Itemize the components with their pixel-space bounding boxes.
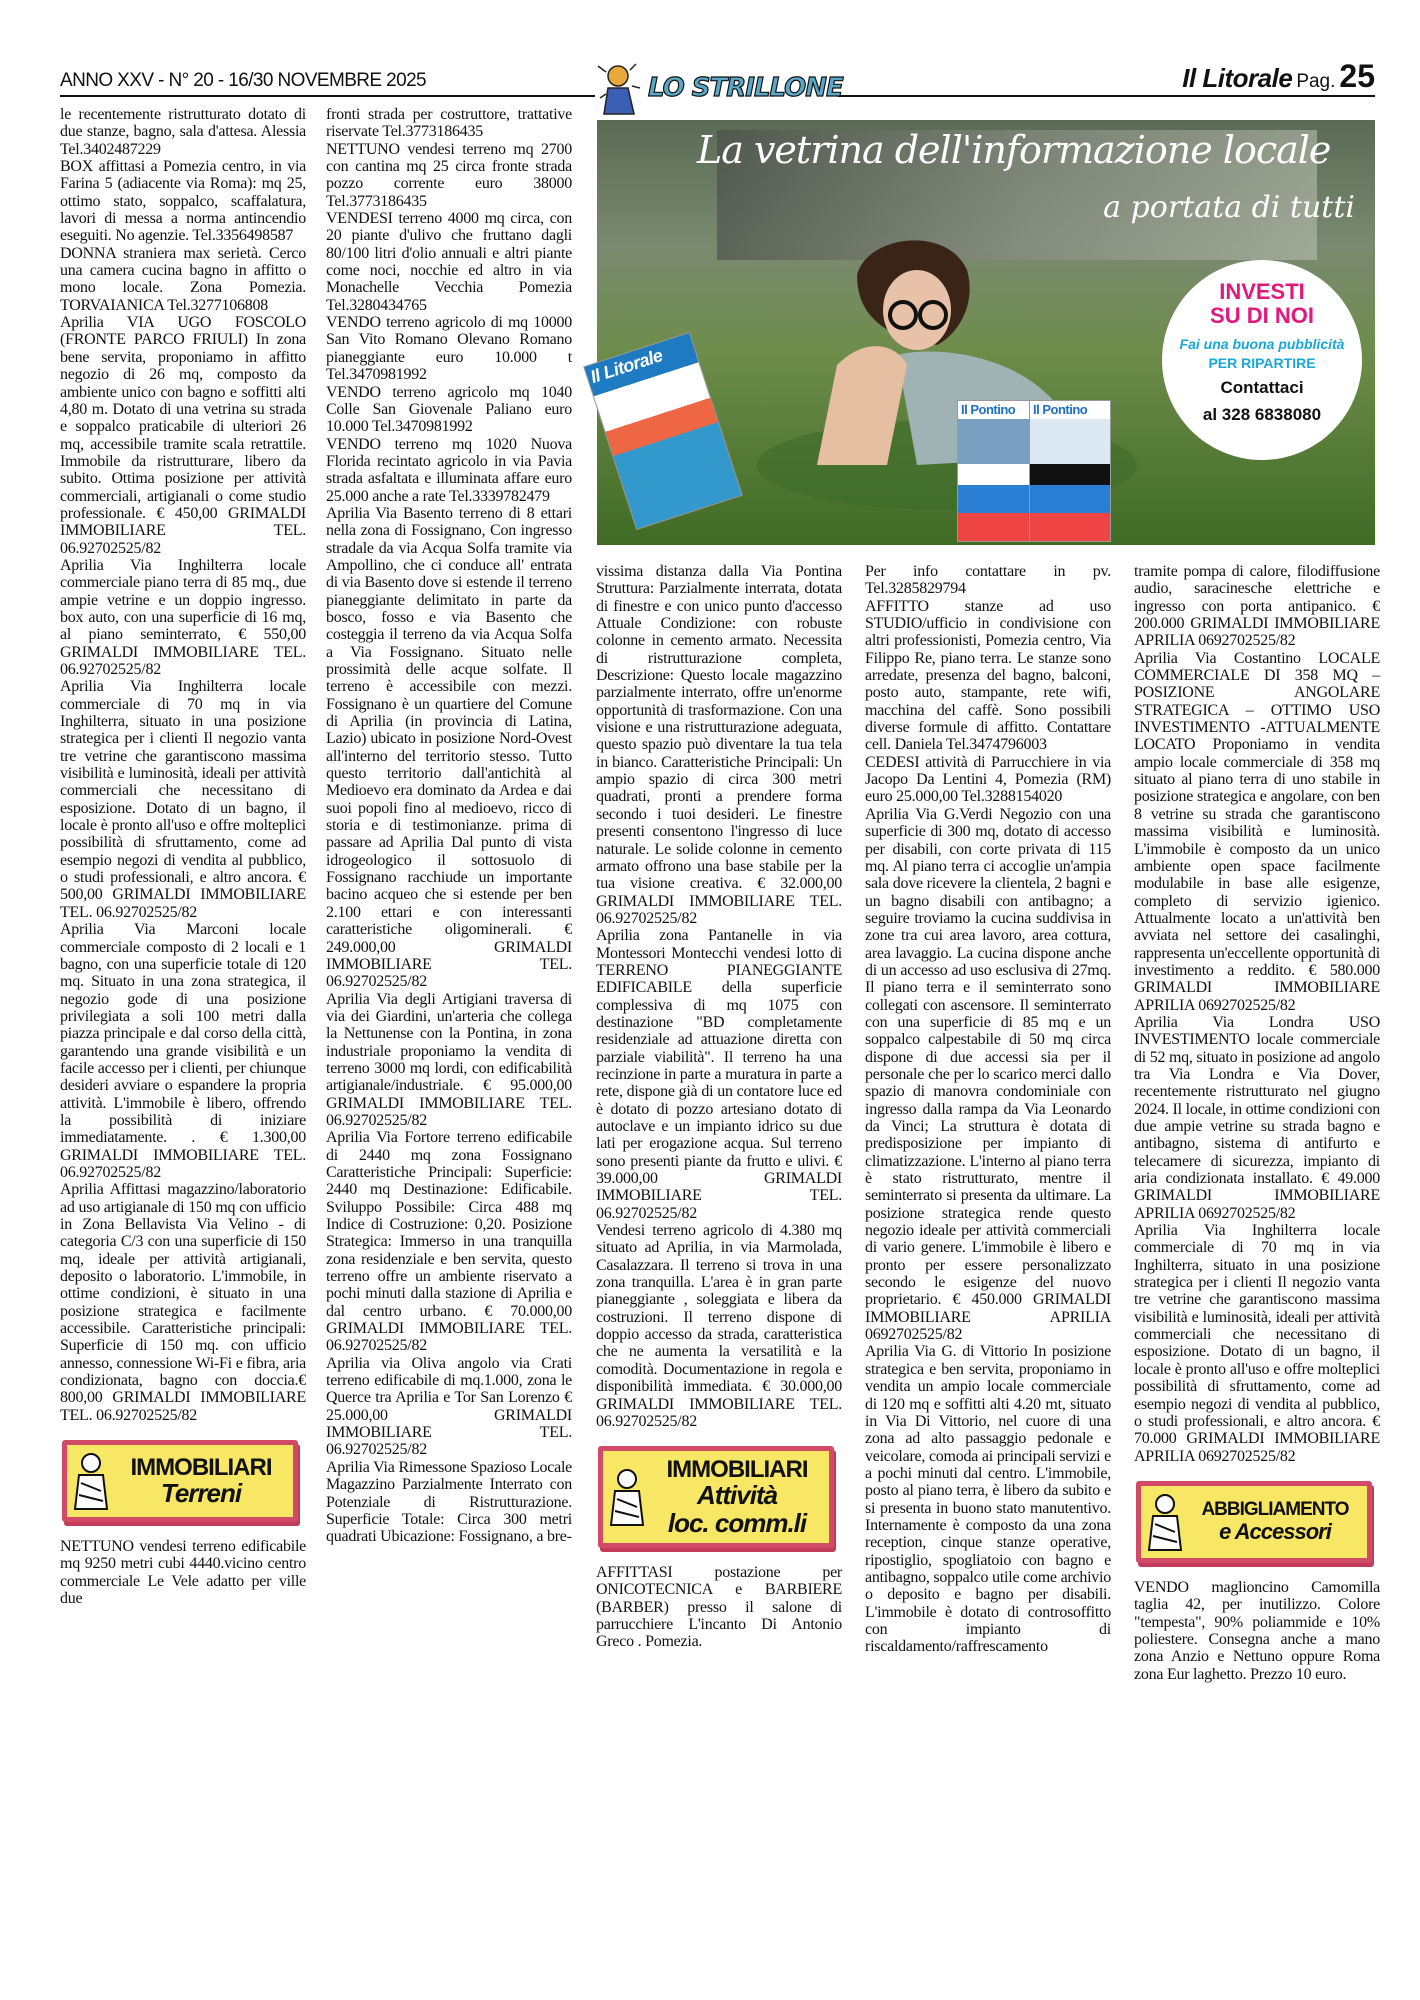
badge-title: SU DI NOI (1210, 303, 1314, 328)
newspaper-masthead: Il Pontino (958, 401, 1033, 419)
section-title: ABBIGLIAMENTO (1201, 1499, 1349, 1521)
classified-ad: VENDO maglioncino Camomilla taglia 42, per inutilizzo. Colore "tempesta", 90% poliammide e 10% poliestere. Consegna anche a mano zona Anzio e Nettuno oppure Roma zona Eur laghetto. Prezzo 10 euro. (1134, 1578, 1380, 1683)
ads-list (1134, 563, 1380, 1465)
section-subtitle: Terreni (160, 1478, 242, 1509)
column-4 (865, 563, 1111, 1946)
classified-ad: Aprilia Via Inghilterra locale commerciale di 70 mq in via Inghilterra, situato in una posizione strategica per i clienti Il negozio vanta tre vetrine che garantiscono massima visibilità e luminosità, ideali per attività commerciali che necessitano di esposizione. Dotato di un bagno, il locale è pronto all'uso e offre molteplici possibilità di sfruttamento, come ad esempio negozi di vendita al pubblico, o studi professionali, e altro ancora. € 70.000 GRIMALDI IMMOBILIARE APRILIA 0692702525/82 (1134, 1222, 1380, 1465)
ads-list (60, 106, 306, 1424)
classified-ad: Aprilia Via G.Verdi Negozio con una superficie di 300 mq, dotato di accesso per disabili, con corte privata di 115 mq. Al piano terra ci accoglie un'ampia sala dove ricevere la clientela, 2 bagni e un bagno disabili con antibagno; a seguire troviamo la cucina suddivisa in zone tra cui area lavoro, area cottura, area lavaggio. La cucina dispone anche di un accesso ad uso esclusiva di 27mq. Il piano terra e il seminterrato sono collegati con ascensore. Il seminterrato con una superficie di 85 mq e un soppalco calpestabile di 50 mq circa dispone di due accessi sia per il personale che per lo scarico merci dallo spazio di manovra condominiale con ingresso dalla rampa da Via Leonardo da Vinci; La struttura è dotata di predisposizione per impianto di climatizzazione. L'interno al piano terra è stato ristrutturato, mentre il seminterrato si presenta da ultimare. La posizione strategica rende questo negozio ideale per attività commerciali di vario genere. L'immobile è libero e pronto per essere personalizzato secondo le esigenze del nuovo proprietario. € 450.000 GRIMALDI IMMOBILIARE APRILIA 0692702525/82 (865, 805, 1111, 1344)
column-1 (60, 106, 306, 1946)
ads-list (60, 1538, 306, 1607)
column-2 (326, 106, 572, 1946)
classified-ad: Aprilia Via Inghilterra locale commerciale piano terra di 85 mq., due ampie vetrine e un doppio ingresso. box auto, con una superficie di 16 mq, al piano seminterrato, € 550,00 GRIMALDI IMMOBILIARE TEL. 06.92702525/82 (60, 556, 306, 678)
classified-ad: NETTUNO vendesi terreno edificabile mq 9250 metri cubi 4440.vicino centro commerciale Le Vele adatto per ville due (60, 1538, 306, 1608)
section-title: IMMOBILIARI (666, 1456, 808, 1484)
newsboy-icon (1145, 1492, 1187, 1552)
ads-list (596, 563, 842, 1430)
ads-list (596, 1564, 842, 1651)
section-subtitle: Attività (696, 1480, 778, 1511)
classified-ad: Vendesi terreno agricolo di 4.380 mq situato ad Aprilia, in via Marmolada, Casalazzara. Il terreno si trova in una zona tranquilla. L'area è in gran parte pianeggiante , soleggiata e libera da costruzioni. Il terreno dispone di doppio accesso da strada, caratteristica che ne aumenta la versatilità e la comodità. Documentazione in regola e disponibilità immediata. € 30.000,00 GRIMALDI IMMOBILIARE TEL. 06.92702525/82 (596, 1222, 842, 1430)
newsboy-icon (71, 1451, 113, 1511)
section-subtitle: loc. comm.li (667, 1507, 807, 1538)
classified-ad: le recentemente ristrutturato dotato di due stanze, bagno, sala d'attesa. Alessia Tel.3402487229 (60, 106, 306, 158)
classified-ad: fronti strada per costruttore, trattative riservate Tel.3773186435 (326, 106, 572, 141)
section-header-immobiliari-attivita (598, 1446, 834, 1548)
classified-ad: VENDO terreno agricolo di mq 10000 San Vito Romano Olevano Romano pianeggiante euro 10.000 t Tel.3470981992 (326, 314, 572, 384)
classified-ad: Aprilia Via degli Artigiani traversa di via dei Giardini, un'arteria che collega la Nettunense con la Pontina, in zona industriale proponiamo la vendita di terreno 3000 mq lordi, con edificabilità artigianale/industriale. € 95.000,00 GRIMALDI IMMOBILIARE TEL. 06.92702525/82 (326, 990, 572, 1129)
badge-contact: Contattaci (1220, 378, 1304, 397)
promo-subheadline: a portata di tutti (1103, 190, 1355, 225)
classified-ad: Aprilia Via Rimessone Spazioso Locale Magazzino Parzialmente Interrato con Potenziale di Ristrutturazione. Superficie Totale: Circa 300 metri quadrati Ubicazione: Fossignano, a bre- (326, 1458, 572, 1546)
lo-strillone-logo (596, 58, 843, 116)
classified-ad: Aprilia Via Costantino LOCALE COMMERCIALE DI 358 MQ – POSIZIONE ANGOLARE STRATEGICA – OTTIMO USO INVESTIMENTO -ATTUALMENTE LOCATO Proponiamo in vendita ampio locale commerciale di 358 mq situato al piano terra di uno stabile in posizione strategica e angolare, con ben 8 vetrine su strada che garantiscono massima visibilità e luminosità. L'immobile è composto da un unico ambiente open space facilmente modulabile in base alle esigenze, completo di servizio igienico. Attualmente locato a un'attività ben avviata nel settore dei casalinghi, rappresenta un'eccellente opportunità di investimento a reddito. € 580.000 GRIMALDI IMMOBILIARE APRILIA 0692702525/82 (1134, 649, 1380, 1014)
classified-ad: BOX affittasi a Pomezia centro, in via Farina 5 (adiacente via Roma): mq 25, ottimo stato, soppalco, scaffalatura, lavori di messa a norma antincendio eseguiti. No agenzie. Tel.3356498587 (60, 158, 306, 245)
classified-ad: vissima distanza dalla Via Pontina Struttura: Parzialmente interrata, dotata di finestre e con unico punto d'accesso Attuale Condizione: con robuste colonne in cemento armato. Necessita di ristrutturazione completa, Descrizione: Questo locale magazzino parzialmente interrato, offre un'enorme opportunità di trasformazione. Con una visione e una ristrutturazione adeguata, questo spazio può diventare la tua tela in bianco. Caratteristiche Principali: Un ampio spazio di circa 300 metri quadrati, pronti a prendere forma secondo i tuoi desideri. Le finestre presenti consentono l'ingresso di luce naturale. Le solide colonne in cemento armato offrono una base stabile per la tua visione creativa. € 32.000,00 GRIMALDI IMMOBILIARE TEL. 06.92702525/82 (596, 563, 842, 927)
brand-name: Il Litorale (1182, 63, 1293, 93)
classified-ad: VENDESI terreno 4000 mq circa, con 20 piante d'ulivo che fruttano dagli 80/100 litri d'olio annuali e altri piante come noci, nocchie ed altro in via Monachelle Vecchia Pomezia Tel.3280434765 (326, 210, 572, 314)
section-header-immobiliari-terreni (62, 1440, 298, 1522)
newspaper-masthead: Il Litorale (584, 333, 696, 390)
classified-ad: Aprilia Affittasi magazzino/laboratorio ad uso artigianale di 150 mq con ufficio in Zona Bellavista Via Velino - di categoria C/3 con una superficie di 150 mq, ideale per attività artigianali, deposito o laboratorio. L'immobile, in ottime condizioni, è situato in una posizione strategica e facilmente accessibile. Caratteristiche principali: Superficie di 150 mq. con ufficio annesso, connessione Wi-Fi e fibra, aria condizionata, bagno con doccia.€ 800,00 GRIMALDI IMMOBILIARE TEL. 06.92702525/82 (60, 1181, 306, 1424)
classified-ad: AFFITTO stanze ad uso STUDIO/ufficio in condivisione con altri professionisti, Pomezia centro, Via Filippo Re, piano terra. Le stanze sono arredate, presenza del bagno, balconi, posto auto, stampante, rete wifi, macchina del caffè. Sono possibili diverse formule di affitto. Contattare cell. Daniela Tel.3474796003 (865, 597, 1111, 754)
newspaper-il-pontino (957, 400, 1034, 542)
classified-ad: Aprilia via Oliva angolo via Crati terreno edificabile di mq.1.000, zona le Querce tra Aprilia e Tor San Lorenzo € 25.000,00 GRIMALDI IMMOBILIARE TEL. 06.92702525/82 (326, 1354, 572, 1459)
badge-line: PER RIPARTIRE (1208, 355, 1316, 371)
svg-text:LO STRILLONE: LO STRILLONE (648, 73, 843, 103)
newspaper-masthead: Il Pontino (1030, 401, 1110, 419)
badge-title: INVESTI (1219, 279, 1305, 304)
classified-ad: VENDO terreno agricolo mq 1040 Colle San Giovenale Paliano euro 10.000 Tel.3470981992 (326, 383, 572, 436)
newspaper-il-pontino (1029, 400, 1111, 542)
section-title: IMMOBILIARI (130, 1453, 272, 1481)
issue-info: ANNO XXV - N° 20 - 16/30 NOVEMBRE 2025 (60, 70, 427, 91)
ads-list (326, 106, 572, 1546)
contact-badge (1162, 260, 1362, 460)
masthead (1182, 58, 1375, 95)
classified-ad: Aprilia Via Fortore terreno edificabile di 2440 mq zona Fossignano Caratteristiche Principali: Superficie: 2440 mq Destinazione: Edificabile. Sviluppo Possibile: Circa 488 mq Indice di Costruzione: 0,20. Posizione Strategica: Immerso in una tranquilla zona residenziale e ben servita, questo terreno offre un ambiente riservato a pochi minuti dalla stazione di Aprilia e dal centro urbano. € 70.000,00 GRIMALDI IMMOBILIARE TEL. 06.92702525/82 (326, 1129, 572, 1355)
classified-ad: tramite pompa di calore, filodiffusione audio, saracinesche elettriche e ingresso con porta antipanico. € 200.000 GRIMALDI IMMOBILIARE APRILIA 0692702525/82 (1134, 563, 1380, 650)
classified-ad: Aprilia zona Pantanelle in via Montessori Montecchi vendesi lotto di TERRENO PIANEGGIANTE EDIFICABILE della superficie complessiva di mq 1075 con destinazione "BD completamente residenziale ad attuazione diretta con parziale viabilità". Il terreno ha una recinzione in parte a muratura in parte a rete, dispone già di un contatore luce ed è dotato di pozzo artesiano dotato di autoclave e un impianto idrico su due lati per erogazione acqua. Sul terreno sono presenti piante da frutto e ulivi. € 39.000,00 GRIMALDI IMMOBILIARE TEL. 06.92702525/82 (596, 927, 842, 1222)
section-subtitle: e Accessori (1219, 1519, 1331, 1545)
classified-ad: Aprilia VIA UGO FOSCOLO (FRONTE PARCO FRIULI) In zona bene servita, proponiamo in affitto negozio di 26 mq, composto da ambiente unico con bagno e soffitti alti 4,80 m. Dotato di una vetrina su strada e soppalco praticabile di ulteriori 26 mq, accessibile tramite scala retrattile. Immobile da ristrutturare, libero da subito. Ottima posizione per attività commerciali, artigianali o come studio professionale. € 450,00 GRIMALDI IMMOBILIARE TEL. 06.92702525/82 (60, 314, 306, 557)
column-3 (596, 563, 842, 1946)
page-label: Pag. (1296, 71, 1336, 92)
classified-ad: VENDO terreno mq 1020 Nuova Florida recintato agricolo in via Pavia strada asfaltata e illuminata affare euro 25.000 anche a rate Tel.3339782479 (326, 435, 572, 505)
promo-headline: La vetrina dell'informazione locale (697, 128, 1331, 172)
newsboy-icon (607, 1467, 649, 1527)
page-number: 25 (1339, 58, 1375, 94)
classified-ad: Aprilia Via Basento terreno di 8 ettari nella zona di Fossignano, Con ingresso stradale da via Acqua Solfa tramite via Ampollino, che ci conduce all' entrata di via Basento dove si estende il terreno pianeggiante delimitato in parte da bosco, fosso e via Basento che costeggia il terreno da via Acqua Solfa a Via Fossignano. Situato nelle prossimità delle acque solfate. Il terreno è accessibile con mezzi. Fossignano è un quartiere del Comune di Aprilia (in provincia di Latina, Lazio) ubicato in posizione Nord-Ovest all'interno del territorio stesso. Tutto questo territorio dall'antichità al Medioevo era dominato da Ardea e dai suoi popoli fino al medioevo, ricco di storia e di testimonianze. prima di passare ad Aprilia Dal punto di vista idrogeologico il sottosuolo di Fossignano racchiude un importante bacino acqueo che si estende per ben 2.100 ettari e con interessanti caratteristiche oligominerali. € 249.000,00 GRIMALDI IMMOBILIARE TEL. 06.92702525/82 (326, 504, 572, 991)
classified-ad: Aprilia Via Londra USO INVESTIMENTO locale commerciale di 52 mq, situato in posizione ad angolo tra Via Londra e Via Dover, recentemente ristrutturato nel giugno 2024. Il locale, in ottime condizioni con due ampie vetrine su strada bagno e antibagno, sistema di antifurto e telecamere di sicurezza, impianto di aria condizionata installato. € 49.000 GRIMALDI IMMOBILIARE APRILIA 0692702525/82 (1134, 1013, 1380, 1222)
badge-phone: al 328 6838080 (1202, 405, 1322, 424)
header-rule (60, 95, 595, 97)
ads-list (1134, 1579, 1380, 1683)
classified-ad: Per info contattare in pv. Tel.3285829794 (865, 563, 1111, 598)
header-rule (838, 95, 1375, 97)
classified-ad: Aprilia Via Marconi locale commerciale composto di 2 locali e 1 bagno, con una superficie totale di 120 mq. Situato in una zona strategica, il negozio gode di una posizione privilegiata a soli 100 metri dalla piazza principale e dal corso della città, garantendo una grande visibilità e un facile accesso per i clienti, per chiunque desideri avviare o espandere la propria attività. L'immobile è libero, offrendo la possibilità di iniziare immediatamente. . € 1.300,00 GRIMALDI IMMOBILIARE TEL. 06.92702525/82 (60, 921, 306, 1181)
classified-ad: DONNA straniera max serietà. Cerco una camera cucina bagno in affitto o mono locale. Zona Pomezia. TORVAIANICA Tel.3277106808 (60, 244, 306, 314)
classified-ad: Aprilia Via G. di Vittorio In posizione strategica e ben servita, proponiamo in vendita un ampio locale commerciale di 120 mq e soffitti alti 4.20 mt, situato in Via Di Vittorio, nel cuore di una zona ad alto passaggio pedonale e veicolare, comoda ai principali servizi e a pochi minuti dal centro. L'immobile, posto al piano terra, è libero da subito e si presenta in buono stato manutentivo. Internamente è composto da una zona reception, cinque stanze operative, ripostiglio, spogliatoio con bagno e antibagno, soppalco utile come archivio o deposito e bagno per disabili. L'immobile è dotato di controsoffitto con impianto di riscaldamento/raffrescamento (865, 1343, 1111, 1656)
column-5 (1134, 563, 1380, 1946)
classified-ad: CEDESI attività di Parrucchiere in via Jacopo Da Lentini 4, Pomezia (RM) euro 25.000,00 Tel.3288154020 (865, 753, 1111, 806)
classified-ad: AFFITTASI postazione per ONICOTECNICA e BARBIERE (BARBER) presso il salone di parrucchiere L'incanto Di Antonio Greco . Pomezia. (596, 1563, 842, 1651)
classified-ad: NETTUNO vendesi terreno mq 2700 con cantina mq 25 circa fronte strada pozzo corrente euro 38000 Tel.3773186435 (326, 140, 572, 210)
classified-ad: Aprilia Via Inghilterra locale commerciale di 70 mq in via Inghilterra, situato in una posizione strategica per i clienti Il negozio vanta tre vetrine che garantiscono massima visibilità e luminosità, ideali per attività commerciali che necessitano di esposizione. Dotato di un bagno, il locale è pronto all'uso e offre molteplici possibilità di sfruttamento, come ad esempio negozi di vendita al pubblico, o studi professionali, e altro ancora. € 500,00 GRIMALDI IMMOBILIARE TEL. 06.92702525/82 (60, 678, 306, 921)
badge-line: Fai una buona pubblicità (1179, 336, 1345, 352)
promo-banner (587, 120, 1375, 545)
section-header-abbigliamento (1136, 1481, 1372, 1563)
ads-list (865, 563, 1111, 1656)
